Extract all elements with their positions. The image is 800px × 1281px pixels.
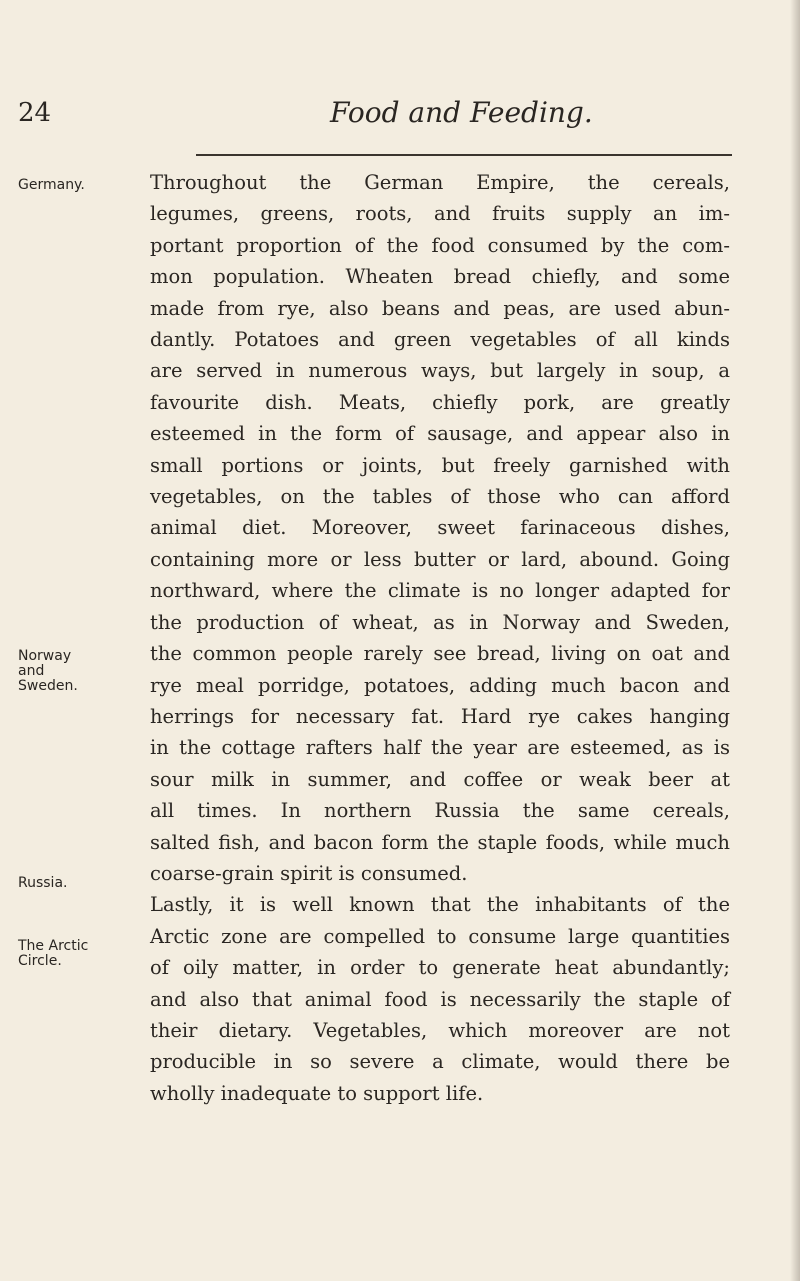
text-line: herrings for necessary fat. Hard rye cakes hanging: [150, 704, 730, 728]
text-line: portant proportion of the food consumed by the com-: [150, 233, 730, 257]
text-line: in the cottage rafters half the year are esteemed, as is: [150, 736, 730, 760]
side-note-line: Russia.: [18, 875, 68, 891]
body-text: [150, 167, 730, 1109]
text-line: and also that animal food is necessarily the staple of: [150, 987, 730, 1011]
side-note-line: Circle.: [18, 953, 62, 969]
text-line: made from rye, also beans and peas, are used abun-: [150, 296, 730, 320]
page-number: 24: [18, 98, 52, 128]
text-line: favourite dish. Meats, chiefly pork, are greatly: [150, 390, 730, 414]
text-line: Throughout the German Empire, the cereals,: [150, 171, 730, 194]
text-line: are served in numerous ways, but largely in soup, a: [150, 359, 730, 383]
text-line: esteemed in the form of sausage, and appear also in: [150, 422, 730, 446]
text-line: of oily matter, in order to generate heat abundantly;: [150, 956, 730, 980]
side-note-line: Norway: [18, 648, 72, 664]
header-rule: [196, 154, 732, 156]
side-note-arctic-circle: [18, 939, 144, 969]
text-line: Arctic zone are compelled to consume large quantities: [150, 924, 730, 948]
text-line: mon population. Wheaten bread chiefly, and some: [150, 265, 730, 289]
text-line: rye meal porridge, potatoes, adding much bacon and: [150, 673, 730, 697]
text-line: containing more or less butter or lard, abound. Going: [150, 547, 730, 571]
side-note-line: The Arctic: [18, 938, 89, 954]
side-note-germany: [18, 178, 144, 193]
running-title: Food and Feeding.: [330, 96, 593, 129]
side-note-line: and: [18, 663, 45, 679]
page-edge-shadow: [790, 0, 800, 1281]
side-note-line: Germany.: [18, 177, 85, 193]
text-line: wholly inadequate to support life.: [150, 1081, 484, 1105]
text-line: legumes, greens, roots, and fruits supply an im-: [150, 202, 730, 226]
text-line: producible in so severe a climate, would there be: [150, 1050, 730, 1074]
text-line: salted fish, and bacon form the staple foods, while much: [150, 830, 730, 854]
text-line: small portions or joints, but freely garnished with: [150, 453, 730, 477]
text-line: Lastly, it is well known that the inhabitants of the: [150, 893, 730, 917]
text-line: the common people rarely see bread, living on oat and: [150, 642, 730, 666]
text-line: vegetables, on the tables of those who can afford: [150, 485, 730, 509]
text-line: all times. In northern Russia the same cereals,: [150, 799, 730, 823]
text-line: dantly. Potatoes and green vegetables of all kinds: [150, 328, 730, 352]
text-line: animal diet. Moreover, sweet farinaceous dishes,: [150, 516, 730, 540]
text-line: northward, where the climate is no longer adapted for: [150, 579, 730, 603]
text-line: their dietary. Vegetables, which moreover are not: [150, 1018, 730, 1042]
text-line: coarse-grain spirit is consumed.: [150, 861, 468, 885]
text-line: the production of wheat, as in Norway and Sweden,: [150, 610, 730, 634]
side-note-norway-sweden: [18, 649, 144, 694]
side-note-line: Sweden.: [18, 678, 78, 694]
text-line: sour milk in summer, and coffee or weak beer at: [150, 767, 730, 791]
side-note-russia: [18, 876, 144, 891]
